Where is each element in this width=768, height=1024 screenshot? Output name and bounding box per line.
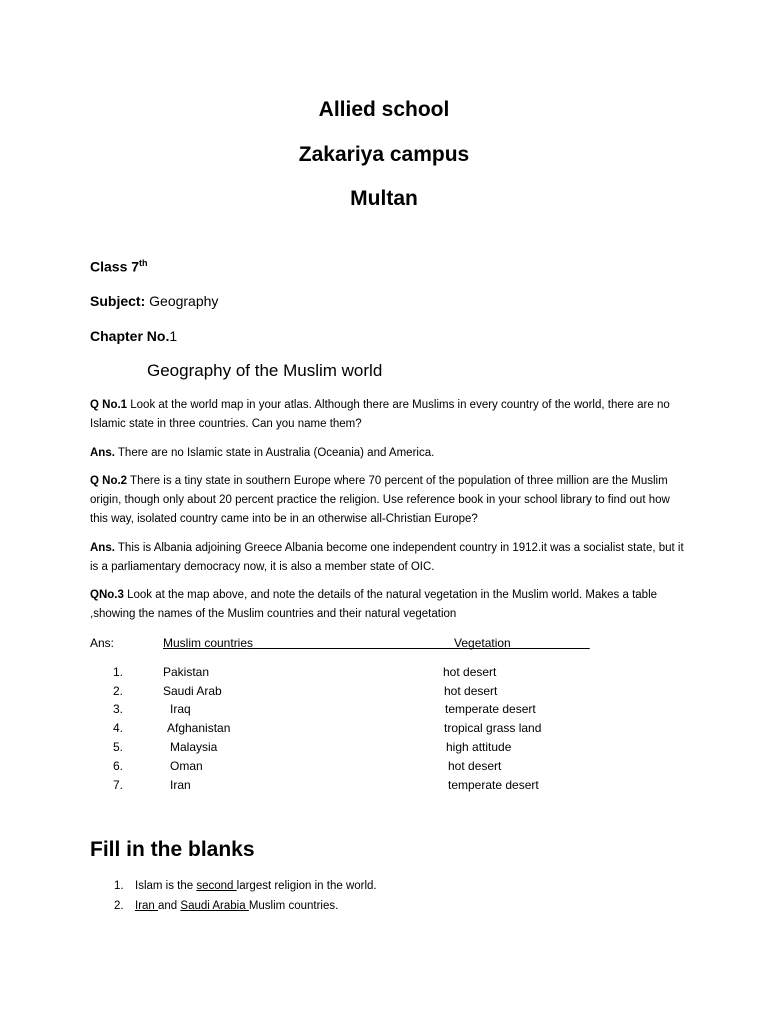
blank-answer: Iran [135,900,159,912]
question-2 [90,472,690,529]
country-cell: Pakistan [163,665,210,679]
vegetation-cell: hot desert [443,665,497,679]
text-after: Muslim countries. [248,900,339,912]
question-text: Look at the map above, and note the details of the natural vegetation in the Muslim world. Makes a table ,showing the names of the Muslim countries and their natural vegetation [90,589,658,620]
subject-separator: : [140,293,146,309]
country-cell: Afghanistan [167,721,231,735]
answer-2 [90,539,690,577]
subject-value: Geography [145,293,219,309]
countries-column-header: Muslim countries [163,636,254,650]
country-cell: Iran [170,778,191,792]
vegetation-cell: temperate desert [448,778,539,792]
chapter-line [90,328,177,344]
chapter-number: 1 [169,328,178,344]
vegetation-cell: hot desert [444,684,498,698]
class-label: Class 7 [90,258,140,275]
vegetation-cell: hot desert [448,759,502,773]
class-line [90,258,148,275]
answer-text: There are no Islamic state in Australia (Oceania) and America. [114,447,435,459]
text-after: largest religion in the world. [236,880,377,892]
vegetation-table-header [90,636,690,654]
question-label: QNo.3 [90,589,124,601]
subject-line [90,293,218,309]
answer-1 [90,444,690,463]
item-number: 2. [114,900,124,912]
chapter-title: Geography of the Muslim world [147,361,383,380]
blank-answer-2: Saudi Arabia [180,900,249,912]
text-middle: and [158,900,181,912]
question-label: Q No.1 [90,399,128,411]
chapter-label: Chapter No. [90,328,170,344]
country-cell: Saudi Arab [163,684,222,698]
text-before: Islam is the [135,880,197,892]
row-number: 6. [113,759,124,773]
city-name: Multan [350,187,418,210]
row-number: 5. [113,740,124,754]
row-number: 7. [113,778,124,792]
country-cell: Oman [170,759,203,773]
row-number: 3. [113,702,124,716]
vegetation-column-header: Vegetation [454,636,511,650]
fill-in-blanks-title: Fill in the blanks [90,838,255,861]
list-item [114,900,338,912]
question-1 [90,396,690,434]
row-number: 2. [113,684,124,698]
item-number: 1. [114,880,124,892]
country-cell: Iraq [170,702,191,716]
question-3 [90,586,690,624]
row-number: 1. [113,665,124,679]
vegetation-cell: temperate desert [445,702,536,716]
answer-label: Ans. [90,542,115,554]
campus-name: Zakariya campus [298,142,470,166]
school-header [0,94,768,228]
question-text: Look at the world map in your atlas. Although there are Muslims in every country of the world, there are no Islamic state in three countries. Can you name them? [90,399,670,430]
class-superscript: th [139,258,148,268]
country-cell: Malaysia [170,740,218,754]
vegetation-cell: high attitude [446,740,512,754]
question-text: There is a tiny state in southern Europe where 70 percent of the population of three million are the Muslim origin, though only about 20 percent practice the religion. Use reference book in your school library to find out how this way, isolated country came into be in an otherwise all-Christian Europe? [90,475,670,525]
list-item [114,880,377,892]
blank-answer: second [196,880,237,892]
answer-label: Ans: [90,636,115,650]
question-label: Q No.2 [90,475,128,487]
subject-label: Subject [90,293,141,309]
answer-label: Ans. [90,447,115,459]
answer-text: This is Albania adjoining Greece Albania become one independent country in 1912.it was a socialist state, but it is a parliamentary democracy now, it is also a member state of OIC. [90,542,684,573]
school-name: Allied school [318,98,450,121]
vegetation-cell: tropical grass land [444,721,542,735]
row-number: 4. [113,721,124,735]
